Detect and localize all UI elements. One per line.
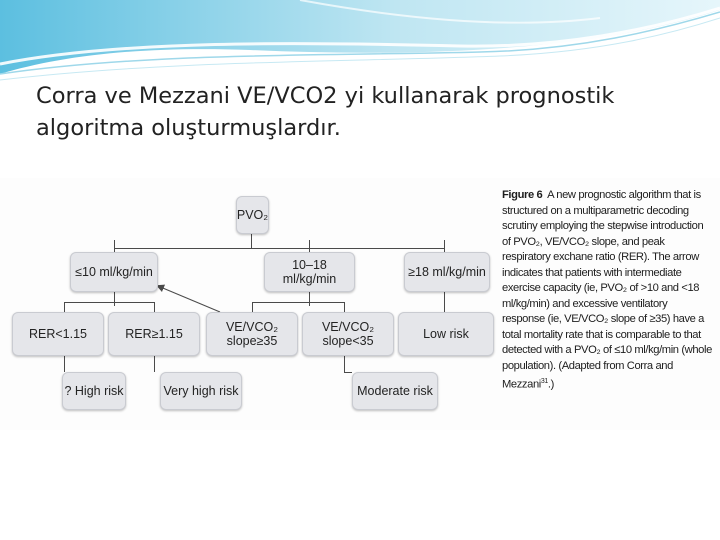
algorithm-figure	[0, 178, 720, 430]
figure-caption	[502, 188, 712, 393]
node-ve-vco2-high-line2: slope≥35	[226, 334, 278, 348]
node-rer-high	[108, 312, 200, 356]
node-rer-low-label: RER<1.15	[28, 327, 88, 341]
node-ve-vco2-high-line1: VE/VCO₂	[225, 320, 279, 334]
node-ve-vco2-high	[206, 312, 298, 356]
node-very-high-risk-label: Very high risk	[163, 384, 239, 398]
figure-caption-ref: 31	[540, 378, 548, 385]
node-moderate-risk-label: Moderate risk	[357, 384, 433, 398]
node-low-risk	[398, 312, 494, 356]
node-pvo2-low-label: ≤10 ml/kg/min	[75, 265, 153, 279]
node-ve-vco2-low-line2: slope<35	[322, 334, 374, 348]
node-pvo2	[236, 196, 269, 234]
slide-title: Corra ve Mezzani VE/VCO2 yi kullanarak prognostik algoritma oluşturmuşlardır.	[36, 83, 615, 141]
node-possible-high-risk	[62, 372, 126, 410]
node-pvo2-mid	[264, 252, 355, 292]
node-rer-high-label: RER≥1.15	[125, 327, 183, 341]
node-pvo2-label: PVO₂	[236, 208, 269, 222]
node-pvo2-high-label: ≥18 ml/kg/min	[408, 265, 486, 279]
node-ve-vco2-low	[302, 312, 394, 356]
node-pvo2-low	[70, 252, 158, 292]
node-pvo2-mid-label: 10–18 ml/kg/min	[282, 258, 337, 286]
node-low-risk-label: Low risk	[423, 327, 469, 341]
node-very-high-risk	[160, 372, 242, 410]
figure-caption-text: A new prognostic algorithm that is structured on a multiparametric decoding scrutiny employing the stepwise introduction of PVO₂, VE/VCO₂ slope, and peak respiratory exchane ratio (RER). The arrow indicates that patients with intermediate exercise capacity (ie, PVO₂ of >10 and <18 ml/kg/min) and excessive ventilatory response (ie, VE/VCO₂ slope of ≥35) have a total mortality rate that is comparable to that detected with a PVO₂ of ≤10 ml/kg/min (whole population). (Adapted from Corra and Mezzani	[502, 189, 712, 391]
node-possible-high-risk-label: ? High risk	[64, 384, 124, 398]
node-moderate-risk	[352, 372, 438, 410]
decorative-banner	[0, 0, 720, 90]
node-pvo2-high	[404, 252, 490, 292]
node-ve-vco2-low-line1: VE/VCO₂	[321, 320, 375, 334]
node-rer-low	[12, 312, 104, 356]
figure-caption-end: .)	[547, 378, 554, 391]
figure-caption-label: Figure 6	[502, 189, 543, 201]
